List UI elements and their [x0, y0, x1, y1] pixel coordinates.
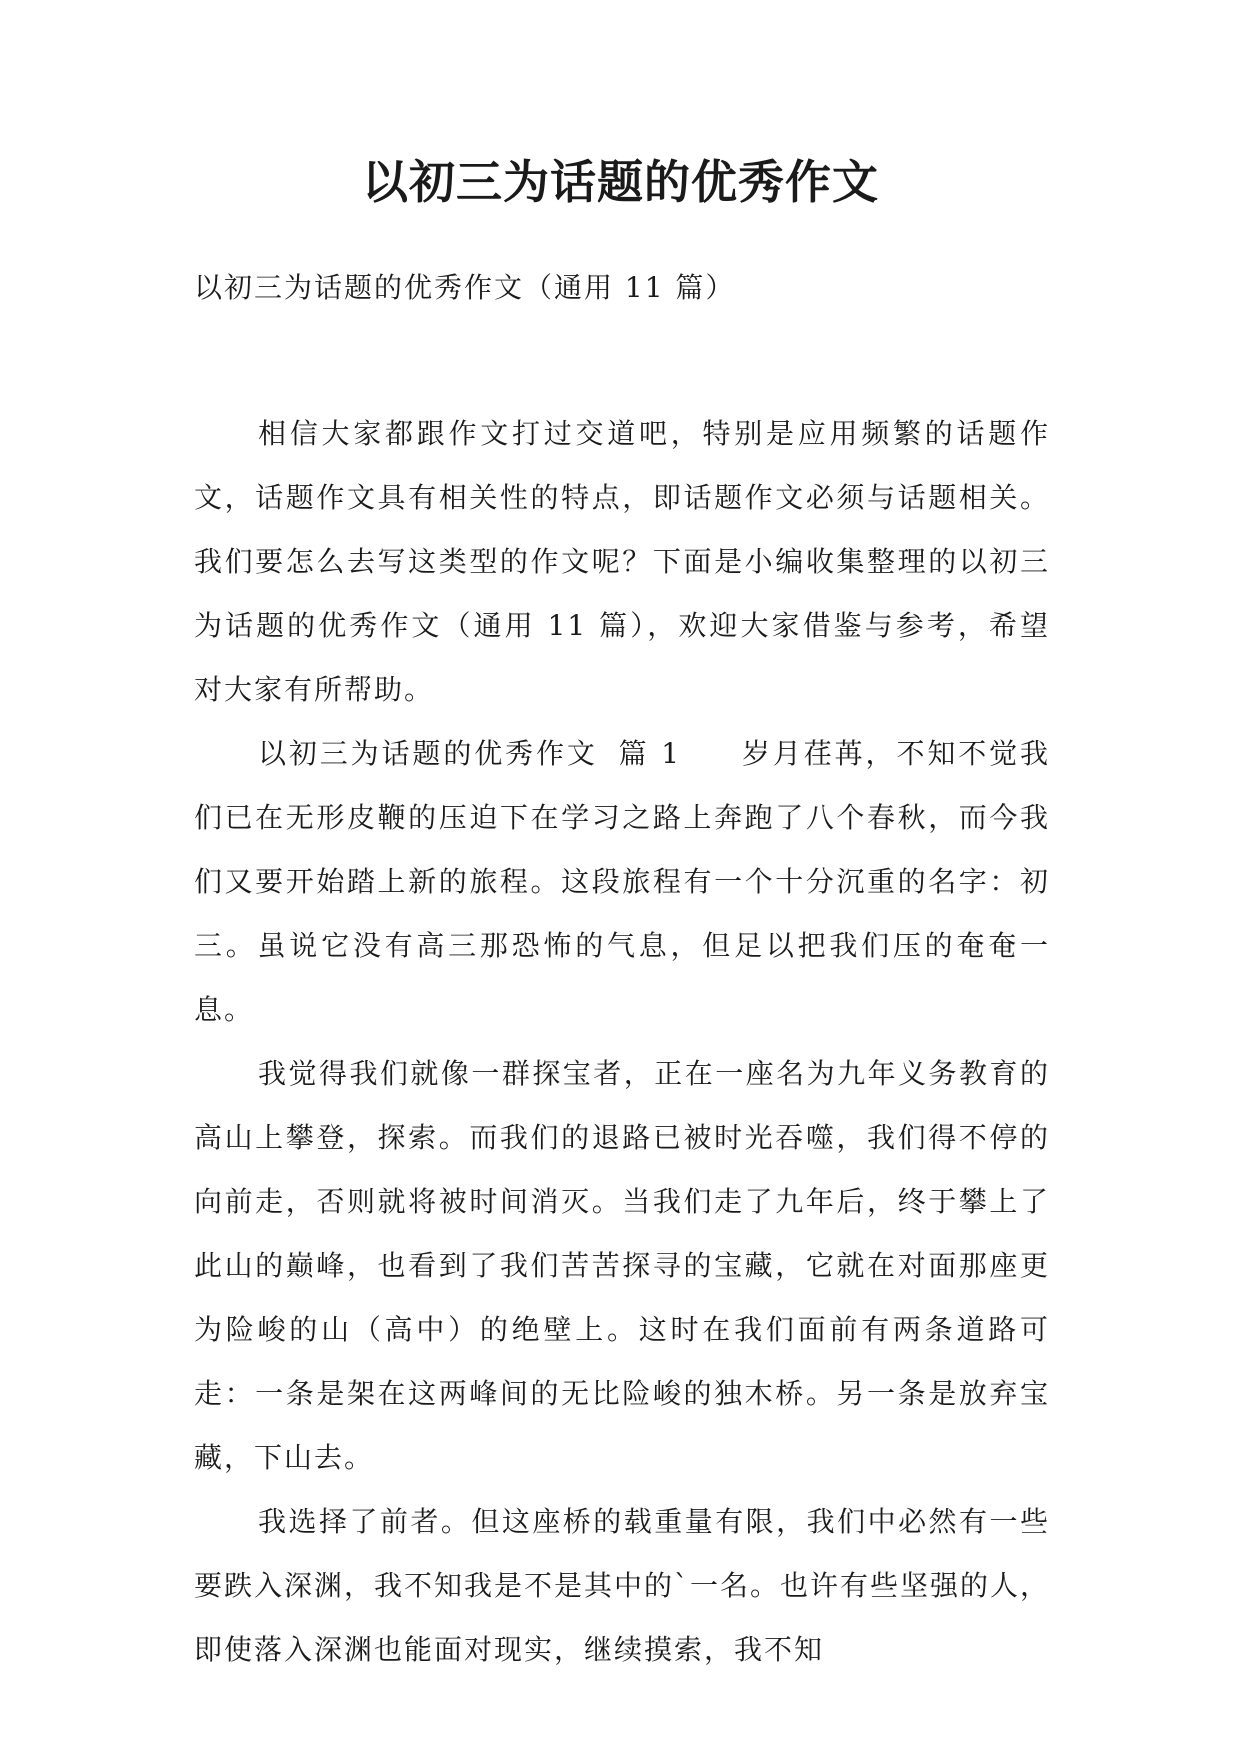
- document-subtitle: 以初三为话题的优秀作文（通用 11 篇）: [194, 271, 736, 304]
- document-title: 以初三为话题的优秀作文: [362, 155, 879, 209]
- essay-paragraph-2: 我觉得我们就像一群探宝者，正在一座名为九年义务教育的高山上攀登，探索。而我们的退路已被时光吞噬，我们得不停的向前走，否则就将被时间消灭。当我们走了九年后，终于攀上了此山的巅峰，也看到了我们苦苦探寻的宝藏，它就在对面那座更为险峻的山（高中）的绝壁上。这时在我们面前有两条道路可走：一条是架在这两峰间的无比险峻的独木桥。另一条是放弃宝藏，下山去。: [194, 1057, 1050, 1474]
- essay-number: 篇 1: [617, 737, 682, 770]
- essay-heading: 以初三为话题的优秀作文: [258, 737, 598, 770]
- essay-paragraph-1-text: 岁月荏苒，不知不觉我们已在无形皮鞭的压迫下在学习之路上奔跑了八个春秋，而今我们又要开始踏上新的旅程。这段旅程有一个十分沉重的名字：初三。虽说它没有高三那恐怖的气息，但足以把我们压的奄奄一息。: [194, 737, 1050, 1026]
- essay-paragraph-1: [194, 722, 1050, 1042]
- article-body: [194, 402, 1050, 1682]
- intro-paragraph: 相信大家都跟作文打过交道吧，特别是应用频繁的话题作文，话题作文具有相关性的特点，即话题作文必须与话题相关。我们要怎么去写这类型的作文呢？下面是小编收集整理的以初三为话题的优秀作文（通用 11 篇），欢迎大家借鉴与参考，希望对大家有所帮助。: [194, 417, 1050, 706]
- essay-paragraph-3: 我选择了前者。但这座桥的载重量有限，我们中必然有一些要跌入深渊，我不知我是不是其中的`一名。也许有些坚强的人，即使落入深渊也能面对现实，继续摸索，我不知: [194, 1505, 1051, 1666]
